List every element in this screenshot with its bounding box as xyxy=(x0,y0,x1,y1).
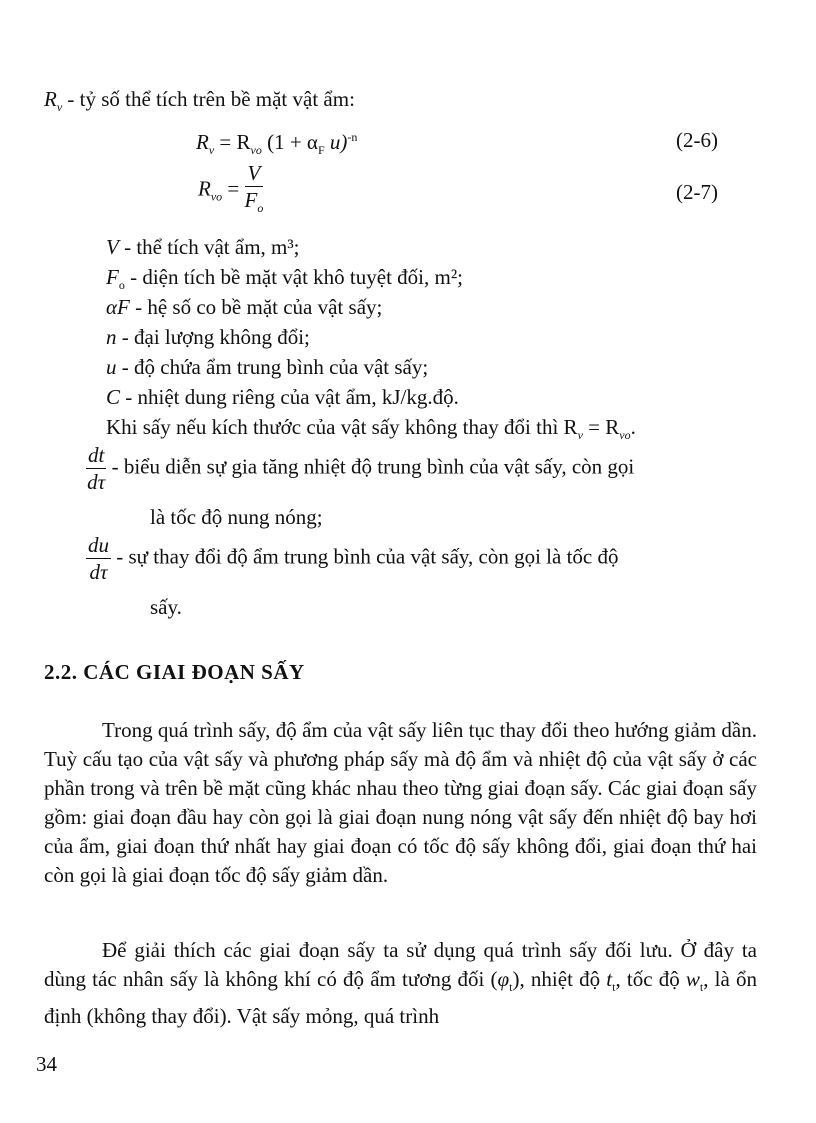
def-dt-continuation: là tốc độ nung nóng; xyxy=(150,505,323,529)
def-v: V - thể tích vật ẩm, m³; xyxy=(106,235,300,259)
equation-2-6: $R_v = R_{vo}$ ($1 + \alpha_F$ u)$^{-n}$ xyxy=(196,130,358,158)
rv-text: - tỷ số thể tích trên bề mặt vật ẩm: xyxy=(67,87,355,111)
def-du-continuation: sấy. xyxy=(150,595,182,619)
fraction-du-dtau: $\frac{du}{d\tau}$ xyxy=(88,533,109,584)
fraction-dt-dtau: $\frac{dt}{d\tau}$ xyxy=(87,443,106,494)
def-du-dtau: $\frac{du}{d\tau}$ - sự thay đổi độ ẩm trung bình của vật sấy, còn gọi là tốc độ xyxy=(88,533,619,584)
equation-2-7: $R_{vo}$ = $\frac{V}{F_o}$ xyxy=(198,160,263,221)
def-u: u - độ chứa ẩm trung bình của vật sấy; xyxy=(106,355,429,379)
page-number: 34 xyxy=(36,1052,57,1076)
equation-number-2-6: (2-6) xyxy=(676,128,718,152)
rv-symbol: R xyxy=(44,87,57,111)
fraction-v-over-fo: $\frac{V}{F_o}$ xyxy=(244,161,264,216)
def-c: C - nhiệt dung riêng của vật ẩm, kJ/kg.độ. xyxy=(106,385,459,409)
def-dt-dtau: $\frac{dt}{d\tau}$ - biểu diễn sự gia tăng nhiệt độ trung bình của vật sấy, còn gọi xyxy=(87,443,635,494)
paragraph-1: Trong quá trình sấy, độ ẩm của vật sấy liên tục thay đổi theo hướng giảm dần. Tuỳ cấu tạo của vật sấy và phương pháp sấy mà độ ẩm và nhiệt độ của vật sấy ở các phần trong và trên bề mặt cũng khác nhau theo từng giai đoạn sấy. Các giai đoạn sấy gồm: giai đoạn đầu hay còn gọi là giai đoạn nung nóng vật sấy đến nhiệt độ bay hơi của ẩm, giai đoạn thứ nhất hay giai đoạn có tốc độ sấy không đổi, giai đoạn thứ hai còn gọi là giai đoạn tốc độ sấy giảm dần. xyxy=(44,718,757,887)
def-alpha: αF - hệ số co bề mặt của vật sấy; xyxy=(106,295,383,319)
rv-definition: $R_v$ - tỷ số thể tích trên bề mặt vật ẩm: xyxy=(44,87,355,115)
condition-sentence: Khi sấy nếu kích thước của vật sấy không thay đổi thì $R_v = R_{vo}$. xyxy=(106,415,636,443)
equation-number-2-7: (2-7) xyxy=(676,180,718,204)
def-fo: $F_o$ - diện tích bề mặt vật khô tuyệt đối, m²; xyxy=(106,265,463,293)
def-n: n - đại lượng không đổi; xyxy=(106,325,310,349)
section-heading: 2.2. CÁC GIAI ĐOẠN SẤY xyxy=(44,660,305,684)
paragraph-2: Để giải thích các giai đoạn sấy ta sử dụng quá trình sấy đối lưu. Ở đây ta dùng tác nhân sấy là không khí có độ ẩm tương đối $(\varphi_t)$, nhiệt độ $t_t$, tốc độ $w_t$, là ổn định (không thay đổi). Vật sấy mỏng, quá trình xyxy=(44,938,758,1029)
